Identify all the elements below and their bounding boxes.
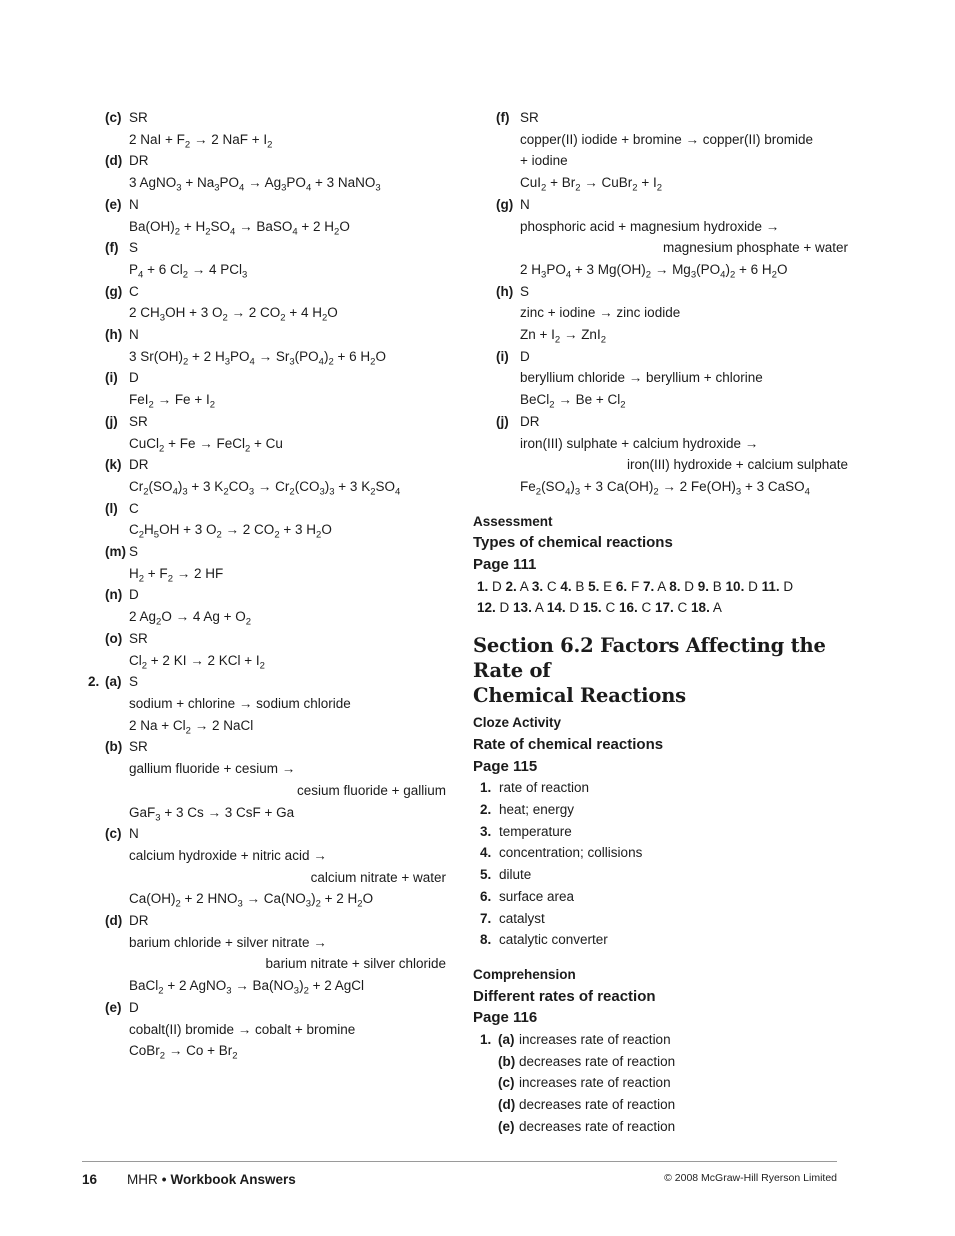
entry-label: (e) [105, 999, 122, 1015]
item-number: 8. [480, 932, 492, 948]
bullet-separator: • [161, 1172, 167, 1187]
entry-label-line [88, 823, 460, 845]
answer-entry [88, 194, 460, 237]
comprehension-heading [473, 964, 852, 1029]
item-number: 7. [480, 910, 492, 926]
item-number: 1. [480, 1032, 492, 1048]
item-number: 3. [480, 823, 492, 839]
entry-label: (j) [105, 413, 118, 429]
copyright-notice: © 2008 McGraw-Hill Ryerson Limited [664, 1172, 837, 1184]
classification-code: SR [129, 739, 148, 755]
cloze-answer-item [473, 777, 852, 799]
equation-line: CuCl$_2$ + Fe → FeCl$_2$ + Cu [129, 435, 283, 455]
item-letter: (b) [498, 1053, 516, 1069]
entry-label-line [473, 411, 852, 433]
entry-label: (f) [496, 110, 510, 125]
answers-row: 1. D 2. A 3. C 4. B 5. E 6. F 7. A 8. D 9. B 10. D 11. D [477, 578, 794, 594]
entry-label: (i) [496, 348, 509, 364]
entry-label: (m) [105, 544, 126, 560]
answer-entry [88, 498, 460, 541]
entry-label: (g) [496, 196, 514, 212]
entry-label: (a) [105, 674, 122, 690]
equation-line: 2 NaI + $F_2 \to 2$ NaF + $I_2$ [129, 131, 273, 151]
entry-label-line [88, 541, 460, 563]
classification-code: S [520, 283, 530, 299]
entry-label-line [88, 150, 460, 172]
item-text: rate of reaction [499, 780, 590, 796]
answer-entry [88, 411, 460, 454]
answer-entry [88, 671, 460, 736]
item-letter: (c) [498, 1075, 515, 1091]
entry-label: (b) [105, 739, 123, 755]
classification-code: SR [129, 110, 148, 125]
assessment-heading [473, 511, 852, 576]
item-text: increases rate of reaction [519, 1075, 671, 1091]
entry-label-line [88, 107, 460, 129]
imprint: MHR [127, 1172, 158, 1187]
entry-label-line [88, 411, 460, 433]
equation-line: $Zn + I_2 \to ZnI_2$ [520, 327, 606, 346]
item-number [480, 1094, 498, 1116]
answer-entry [88, 454, 460, 497]
classification-code: DR [129, 457, 149, 473]
answer-entry [88, 237, 460, 280]
equation-line: $FeI_2 \to Fe + I_2$ [129, 392, 216, 411]
entry-label-line [88, 628, 460, 650]
equation-line: $P_4 + 6$ $Cl_2 \to 4$ PCl$_3$ [129, 261, 248, 281]
classification-code: S [129, 544, 139, 560]
cloze-answers [473, 777, 852, 951]
word-equation-line: beryllium chloride → beryllium + chlorine [520, 370, 763, 386]
classification-code: S [129, 240, 139, 256]
item-text: decreases rate of reaction [519, 1097, 676, 1113]
equation-line: CoBr$_2$ → $Co + Br_2$ [129, 1043, 238, 1062]
classification-code: D [520, 348, 530, 364]
classification-code: N [520, 196, 530, 212]
word-equation-line: phosphoric acid + magnesium hydroxide → [520, 218, 780, 234]
item-text: concentration; collisions [499, 845, 643, 861]
activity-type-label: Comprehension [473, 966, 576, 982]
item-number: 6. [480, 888, 492, 904]
continuation-line: magnesium phosphate + water [663, 240, 848, 256]
entry-label: (o) [105, 630, 123, 646]
item-text: catalyst [499, 910, 545, 926]
answer-entry [473, 411, 852, 498]
entry-label: (d) [105, 153, 123, 169]
entry-label-line [88, 237, 460, 259]
entry-label-line [88, 584, 460, 606]
question-number: 2. [88, 674, 100, 690]
entry-label-line [88, 367, 460, 389]
assessment-answers [473, 576, 852, 619]
equation-line: $Ba(OH)_2 + H_2SO_4$ → BaSO$_4$ + 2 $H_2O$ [129, 218, 350, 238]
entry-label-line [88, 910, 460, 932]
classification-code: SR [520, 110, 539, 125]
answer-entry [88, 281, 460, 324]
word-equation-line: gallium fluoride + cesium → [129, 761, 296, 777]
left-column [88, 107, 460, 1062]
activity-title: Types of chemical reactions [473, 534, 673, 552]
equation-line: BeCl$_2$ → $Be + Cl_2$ [520, 392, 626, 411]
item-number [480, 1116, 498, 1138]
entry-label-line [473, 194, 852, 216]
entry-label: (n) [105, 587, 123, 603]
cloze-answer-item [473, 799, 852, 821]
entry-label-line [88, 736, 460, 758]
answer-entry [88, 150, 460, 193]
answer-entry [88, 367, 460, 410]
classification-code: SR [129, 630, 148, 646]
classification-code: D [129, 587, 139, 603]
entry-label: (l) [105, 500, 118, 516]
word-equation-line: zinc + iodine → zinc iodide [520, 305, 681, 321]
answer-entry [88, 107, 460, 150]
activity-type-label: Cloze Activity [473, 715, 562, 731]
activity-title: Different rates of reaction [473, 987, 656, 1005]
entry-label: (c) [105, 826, 122, 842]
equation-line: GaF$_3$ + 3 Cs → 3 CsF + Ga [129, 804, 295, 824]
item-text: heat; energy [499, 801, 575, 817]
answer-entry [88, 823, 460, 910]
entry-label-line [473, 346, 852, 368]
entry-label-line [88, 324, 460, 346]
answer-entry [473, 194, 852, 281]
entry-label-line [88, 454, 460, 476]
entry-label-line [88, 281, 460, 303]
word-equation-line: sodium + chlorine → sodium chloride [129, 695, 351, 711]
item-text: decreases rate of reaction [519, 1053, 676, 1069]
word-equation-line: barium chloride + silver nitrate → [129, 934, 327, 950]
equation-line: $H_2 + F_2 \to 2$ HF [129, 565, 224, 585]
comprehension-answer-item [473, 1116, 852, 1138]
equation-line: 3 AgNO$_3$ + $Na_3PO_4 \to Ag_3PO_4 + 3$ NaNO$_3$ [129, 175, 381, 194]
entry-label-line [88, 194, 460, 216]
equation-line: $Fe_2(SO_4)_3 + 3$ $Ca(OH)_2 \to 2$ $Fe(OH)_3 + 3$ CaSO$_4$ [520, 478, 810, 498]
answers-row: 12. D 13. A 14. D 15. C 16. C 17. C 18. A [477, 600, 722, 616]
continuation-line: cesium fluoride + gallium [297, 782, 446, 798]
entry-label: (h) [496, 283, 514, 299]
entry-label-line [473, 281, 852, 303]
entry-label: (g) [105, 283, 123, 299]
comprehension-answer-item [473, 1094, 852, 1116]
item-number: 4. [480, 845, 492, 861]
equation-line: 2 $Na + Cl_2 \to 2$ NaCl [129, 717, 254, 737]
item-text: decreases rate of reaction [519, 1118, 676, 1134]
word-equation-line: calcium hydroxide + nitric acid → [129, 847, 327, 863]
cloze-answer-item [473, 886, 852, 908]
item-number [480, 1051, 498, 1073]
comprehension-answer-item [473, 1051, 852, 1073]
entry-label-line [88, 997, 460, 1019]
item-letter: (d) [498, 1097, 516, 1113]
answer-entry [88, 541, 460, 584]
word-equation-line: cobalt(II) bromide → cobalt + bromine [129, 1021, 356, 1037]
classification-code: SR [129, 413, 148, 429]
book-title: Workbook Answers [170, 1172, 296, 1187]
entry-label: (d) [105, 913, 123, 929]
item-text: dilute [499, 867, 532, 883]
equation-line: 2 $Ag_2O \to 4$ $Ag + O_2$ [129, 609, 252, 628]
item-text: temperature [499, 823, 572, 839]
classification-code: DR [520, 413, 540, 429]
footer-rule [82, 1161, 837, 1162]
item-number [480, 1072, 498, 1094]
cloze-answer-item [473, 929, 852, 951]
continuation-line: calcium nitrate + water [310, 869, 446, 885]
equation-line: $Ca(OH)_2 + 2$ $HNO_3 \to Ca(NO_3)_2 + 2$ $H_2O$ [129, 891, 374, 910]
activity-title: Rate of chemical reactions [473, 735, 664, 753]
comprehension-answers [473, 1029, 852, 1138]
classification-code: N [129, 826, 139, 842]
equation-line: 3 $Sr(OH)_2 + 2$ $H_3PO_4 \to Sr_3(PO_4)_2 + 6$ $H_2O$ [129, 348, 386, 368]
answer-entry [88, 736, 460, 823]
section-heading-line: Chemical Reactions [473, 684, 686, 708]
answer-entries [473, 107, 852, 498]
classification-code: D [129, 370, 139, 386]
cloze-answer-item [473, 908, 852, 930]
cloze-answer-item [473, 821, 852, 843]
page-reference: Page 111 [473, 556, 537, 574]
item-number: 2. [480, 801, 492, 817]
classification-code: DR [129, 913, 149, 929]
answer-entry [88, 584, 460, 627]
entry-label: (h) [105, 327, 123, 343]
word-equation-line: iron(III) sulphate + calcium hydroxide → [520, 435, 759, 451]
classification-code: S [129, 674, 139, 690]
comprehension-answer-item [473, 1072, 852, 1094]
page-reference: Page 115 [473, 757, 538, 775]
page-number: 16 [82, 1172, 98, 1187]
item-text: surface area [499, 888, 575, 904]
classification-code: C [129, 500, 139, 516]
answer-entry [88, 997, 460, 1062]
entry-label: (i) [105, 370, 118, 386]
equation-line: 2 $CH_3OH + 3$ $O_2 \to 2$ $CO_2 + 4$ $H_2O$ [129, 305, 338, 325]
section-heading [473, 633, 852, 708]
answer-entry [473, 281, 852, 346]
continuation-line: barium nitrate + silver chloride [265, 956, 446, 972]
entry-label: (c) [105, 110, 122, 125]
cloze-activity-heading [473, 712, 852, 777]
item-letter: (a) [498, 1032, 515, 1048]
cloze-answer-item [473, 842, 852, 864]
continuation-line: iron(III) hydroxide + calcium sulphate [627, 457, 848, 473]
entry-label: (k) [105, 457, 122, 473]
answer-entries [88, 107, 460, 1062]
classification-code: DR [129, 153, 149, 169]
cloze-answer-item [473, 864, 852, 886]
section-heading-line: Section 6.2 Factors Affecting the Rate of [473, 634, 826, 683]
entry-label-line [473, 107, 852, 129]
equation-line: $C_2H_5OH + 3$ $O_2 \to 2$ $CO_2 + 3$ $H_2O$ [129, 522, 332, 542]
equation-line: BaCl$_2$ + 2 AgNO$_3$ → $Ba(NO_3)_2 + 2$ AgCl [129, 978, 365, 997]
right-column [473, 107, 852, 1138]
item-letter: (e) [498, 1118, 515, 1134]
footer [82, 1170, 296, 1190]
word-equation-line: copper(II) iodide + bromine → copper(II) bromide [520, 131, 814, 147]
answer-entry [88, 324, 460, 367]
equation-line: 2 $H_3PO_4 + 3$ $Mg(OH)_2 \to Mg_3(PO_4)_2 + 6$ $H_2O$ [520, 261, 788, 281]
entry-label: (j) [496, 413, 509, 429]
entry-label-line [88, 671, 460, 693]
classification-code: D [129, 999, 139, 1015]
answer-entry [88, 628, 460, 671]
equation-line: $Cr_2(SO_4)_3 + 3$ $K_2CO_3 \to Cr_2(CO_3)_3 + 3$ $K_2SO_4$ [129, 478, 401, 498]
answer-entry [473, 107, 852, 194]
classification-code: C [129, 283, 139, 299]
classification-code: N [129, 196, 139, 212]
entry-label: (f) [105, 240, 119, 256]
equation-line: $Cl_2 + 2$ KI → 2 KCl + $I_2$ [129, 652, 265, 672]
equation-line: $CuI_2 + Br_2$ → CuBr$_2$ + $I_2$ [520, 175, 662, 194]
entry-label-line [88, 498, 460, 520]
answer-entry [473, 346, 852, 411]
answer-entry [88, 910, 460, 997]
item-number: 1. [480, 780, 492, 796]
entry-label: (e) [105, 196, 122, 212]
classification-code: N [129, 327, 139, 343]
word-equation-line: + iodine [520, 153, 568, 169]
comprehension-answer-item [473, 1029, 852, 1051]
activity-type-label: Assessment [473, 513, 553, 529]
item-text: catalytic converter [499, 932, 608, 948]
item-text: increases rate of reaction [519, 1032, 671, 1048]
page-reference: Page 116 [473, 1009, 538, 1027]
item-number: 5. [480, 867, 492, 883]
